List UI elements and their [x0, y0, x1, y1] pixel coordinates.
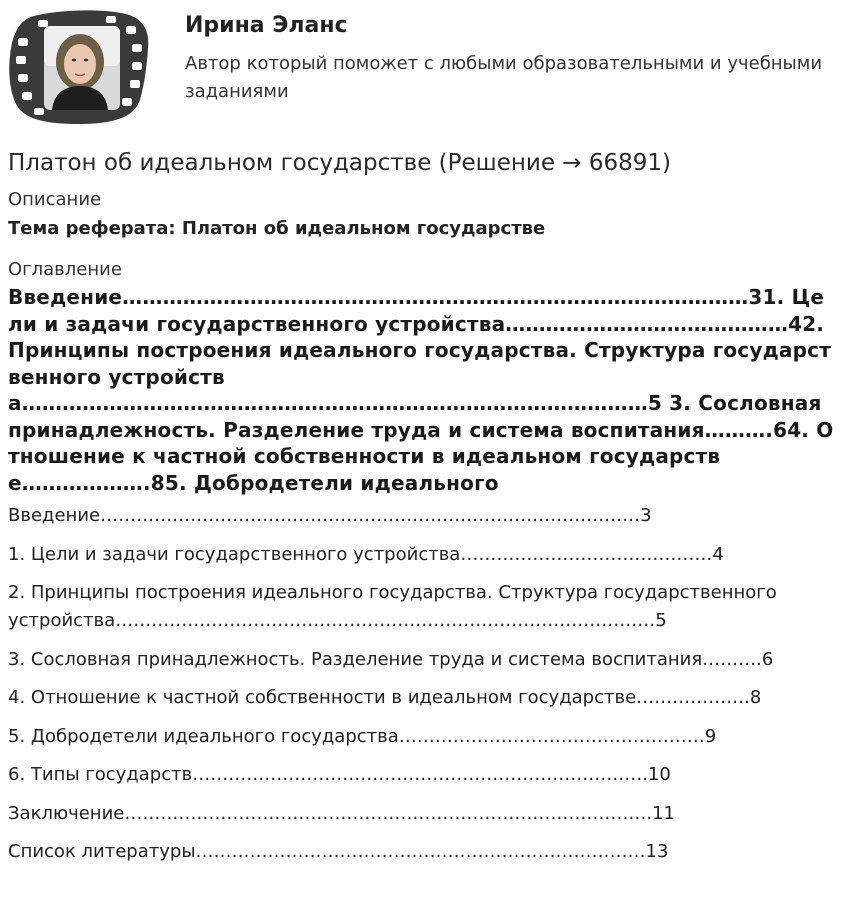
list-item: 2. Принципы построения идеального государства. Структура государственного устройства………………………………………………………………………………5 [8, 582, 777, 631]
list-item: 5. Добродетели идеального государства……………………………………………9 [8, 725, 717, 747]
author-header [8, 8, 839, 126]
list-item: Список литературы…………………………………………………………………13 [8, 841, 669, 862]
page-title: Платон об идеальном государстве (Решение → 66891) [8, 150, 672, 176]
avatar [8, 8, 150, 126]
list-item: 6. Типы государств………………………………………………………………….10 [8, 764, 671, 785]
toc-list [8, 502, 838, 866]
film-reel-avatar-icon [8, 8, 150, 126]
author-description: Автор который поможет с любыми образовательными и учебными заданиями [185, 53, 823, 102]
author-name: Ирина Эланс [185, 13, 348, 38]
toc-run-on-block: Введение…………………………………………………………………………………31. Цели и задачи государственного устройства……………………………………42. Принципы построения идеального государства. Структура государственного устройства…………………………………………………………………………………5 3. Сословная принадлежность. Разделение труда и система воспитания……….64. Отношение к частной собственности в идеальном государстве……………….85. Добродетели идеального [8, 285, 834, 495]
list-item: 4. Отношение к частной собственности в идеальном государстве……………….8 [8, 687, 762, 708]
description-label: Описание [8, 189, 102, 210]
document-content [8, 146, 838, 877]
list-item: Заключение…………………………………………………………………………….11 [8, 802, 675, 824]
topic-line: Тема реферата: Платон об идеальном государстве [8, 218, 546, 239]
toc-label: Оглавление [8, 259, 122, 280]
author-info [185, 12, 825, 106]
list-item: Введение………………………………………………………………………………3 [8, 505, 652, 526]
list-item: 3. Сословная принадлежность. Разделение труда и система воспитания……….6 [8, 648, 774, 670]
list-item: 1. Цели и задачи государственного устройства……………………………………4 [8, 543, 724, 565]
